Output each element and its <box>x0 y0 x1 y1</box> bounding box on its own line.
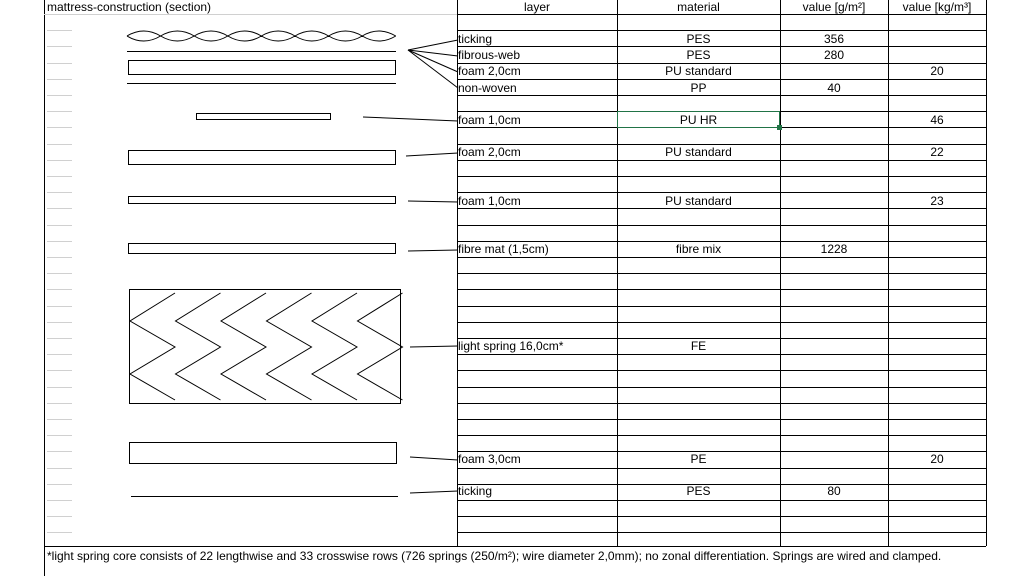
leader-line <box>408 250 458 251</box>
cell-material[interactable]: PU standard <box>665 145 732 159</box>
cell-value-kgm3[interactable]: 23 <box>930 194 944 208</box>
cell-value-gm2[interactable]: 80 <box>827 484 841 498</box>
cell-value-gm2[interactable]: 356 <box>823 32 845 46</box>
foam-2cm-top-rect <box>129 61 396 75</box>
cell-layer[interactable]: fibre mat (1,5cm) <box>458 242 549 256</box>
fill-handle[interactable] <box>777 125 782 130</box>
cell-value-kgm3[interactable]: 20 <box>930 452 944 466</box>
leader-line <box>410 346 458 347</box>
header-material: material <box>677 0 720 14</box>
leader-line <box>406 153 458 156</box>
cell-material[interactable]: PU standard <box>665 64 732 78</box>
cell-layer[interactable]: foam 2,0cm <box>458 64 521 78</box>
ticking-wave-bottom <box>127 36 396 41</box>
spring-zigzag <box>312 293 357 400</box>
cell-layer[interactable]: light spring 16,0cm* <box>458 339 564 353</box>
header-layer: layer <box>523 0 550 14</box>
cell-value-gm2[interactable]: 280 <box>823 48 845 62</box>
cell-layer[interactable]: fibrous-web <box>458 48 521 62</box>
leader-line <box>410 491 458 493</box>
cell-value-gm2[interactable]: 1228 <box>820 242 848 256</box>
cell-material[interactable]: PE <box>690 452 707 466</box>
header-value-gm2: value [g/m²] <box>802 0 866 14</box>
cell-layer[interactable]: foam 2,0cm <box>458 145 521 159</box>
foam-3cm-rect <box>130 443 397 464</box>
cell-value-kgm3[interactable]: 22 <box>930 145 944 159</box>
cell-material[interactable]: PU standard <box>665 194 732 208</box>
cell-value-gm2[interactable]: 40 <box>827 81 841 95</box>
cell-layer[interactable]: foam 3,0cm <box>458 452 521 466</box>
spring-zigzag <box>358 293 403 400</box>
ticking-wave-top <box>127 31 396 36</box>
footnote: *light spring core consists of 22 lengthwise and 33 crosswise rows (726 springs (250/m²); wire diameter 2,0mm); no zonal differentiation. Springs are wired and clamped. <box>47 549 942 563</box>
cell-layer[interactable]: foam 1,0cm <box>458 113 521 127</box>
fibre-mat-rect <box>129 244 396 254</box>
cell-material[interactable]: FE <box>690 339 707 353</box>
cell-material[interactable]: PES <box>686 48 711 62</box>
leader-line <box>408 40 458 50</box>
cell-value-kgm3[interactable]: 46 <box>930 113 944 127</box>
cell-material[interactable]: PES <box>686 484 711 498</box>
sheet-title: mattress-construction (section) <box>47 0 212 14</box>
foam-1cm-hr-rect <box>197 114 331 120</box>
cell-material[interactable]: fibre mix <box>675 242 722 256</box>
cell-material[interactable]: PU HR <box>679 113 718 127</box>
cell-layer[interactable]: ticking <box>458 32 493 46</box>
spring-zigzag <box>221 293 266 400</box>
header-value-kgm3: value [kg/m³] <box>902 0 972 14</box>
spring-zigzag <box>267 293 312 400</box>
cell-value-kgm3[interactable]: 20 <box>930 64 944 78</box>
leader-line <box>408 201 458 202</box>
foam-1cm-rect <box>129 197 396 204</box>
spring-zigzag <box>176 293 221 400</box>
cell-layer[interactable]: ticking <box>458 484 493 498</box>
foam-2cm-rect <box>129 151 396 165</box>
leader-line <box>410 457 458 460</box>
cell-material[interactable]: PP <box>690 81 707 95</box>
spring-zigzag <box>130 293 175 400</box>
cell-layer[interactable]: foam 1,0cm <box>458 194 521 208</box>
leader-line <box>363 117 458 121</box>
selected-cell[interactable] <box>617 111 780 128</box>
cell-layer[interactable]: non-woven <box>458 81 517 95</box>
cell-material[interactable]: PES <box>686 32 711 46</box>
